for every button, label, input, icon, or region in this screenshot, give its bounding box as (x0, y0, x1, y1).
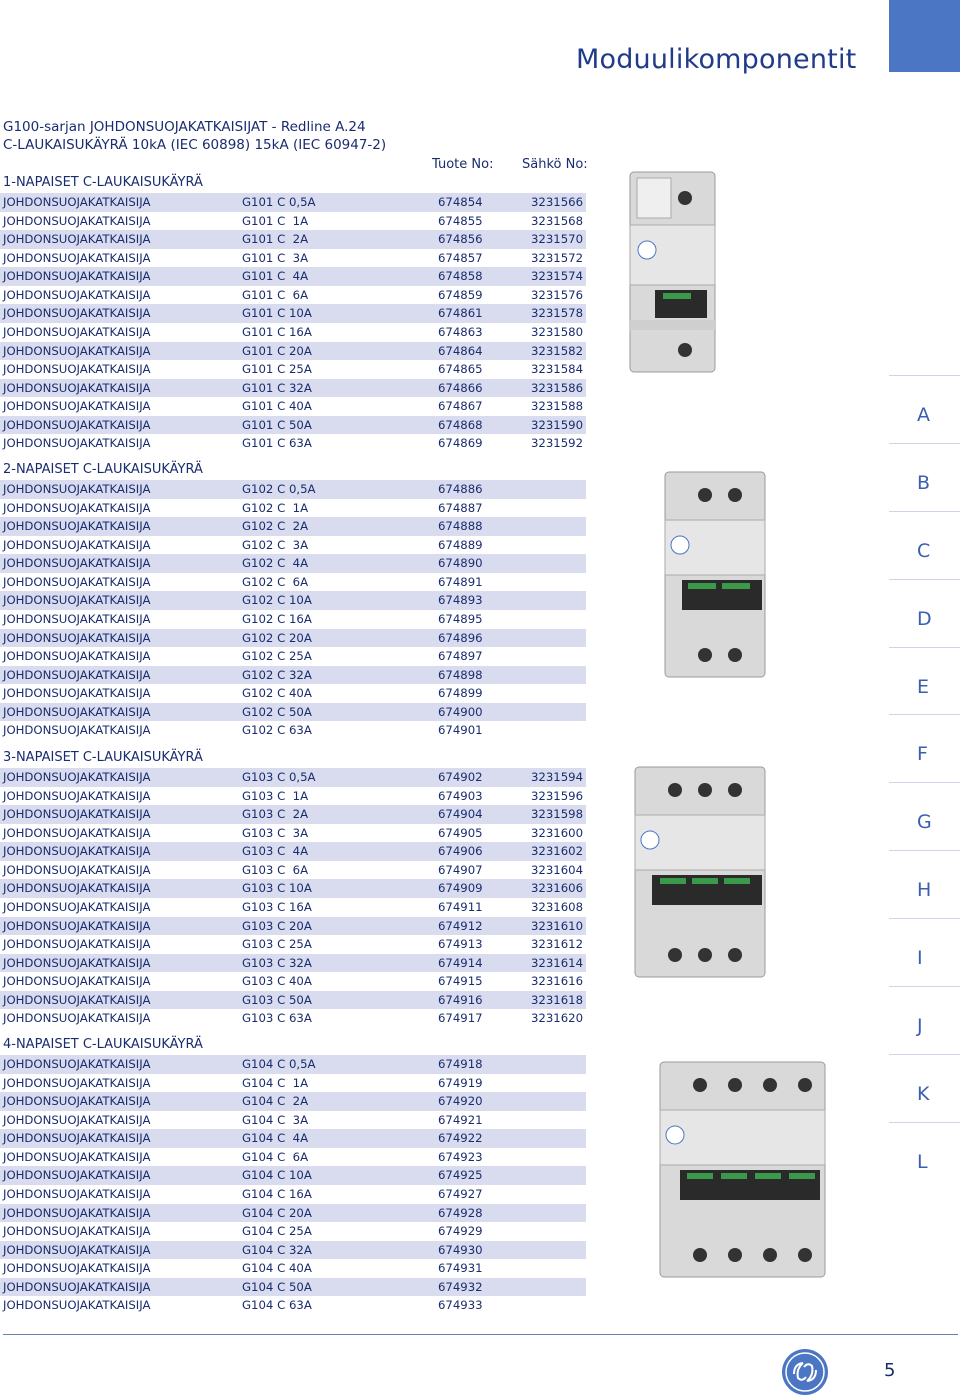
product-code: G101 C 20A (242, 343, 312, 358)
tuote-number: 674920 (438, 1094, 483, 1109)
product-code: G102 C 10A (242, 593, 312, 608)
table-row (0, 1009, 586, 1028)
product-code: G101 C 25A (242, 362, 312, 377)
tuote-number: 674909 (438, 881, 483, 896)
tuote-number: 674931 (438, 1261, 483, 1276)
alphabet-index (889, 375, 960, 1190)
index-tab[interactable] (889, 782, 960, 850)
product-description: JOHDONSUOJAKATKAISIJA (3, 537, 151, 552)
table-row (0, 554, 586, 573)
ge-logo-icon (780, 1347, 830, 1397)
product-description: JOHDONSUOJAKATKAISIJA (3, 807, 151, 822)
table-row (0, 917, 586, 936)
sahko-number: 3231612 (531, 937, 584, 952)
tuote-number: 674867 (438, 399, 483, 414)
table-row (0, 1092, 586, 1111)
sahko-number: 3231582 (531, 343, 584, 358)
table-row (0, 230, 586, 249)
tuote-number: 674913 (438, 937, 483, 952)
table-row (0, 249, 586, 268)
tuote-number: 674904 (438, 807, 483, 822)
table-row (0, 879, 586, 898)
tuote-number: 674895 (438, 611, 483, 626)
tuote-number: 674918 (438, 1057, 483, 1071)
product-description: JOHDONSUOJAKATKAISIJA (3, 1242, 151, 1257)
index-letter: J (917, 1015, 923, 1038)
tuote-number: 674896 (438, 630, 483, 645)
sahko-number: 3231586 (531, 380, 584, 395)
product-description: JOHDONSUOJAKATKAISIJA (3, 1261, 151, 1276)
tuote-number: 674907 (438, 862, 483, 877)
table-row (0, 629, 586, 648)
tuote-number: 674864 (438, 343, 483, 358)
sahko-number: 3231580 (531, 324, 584, 339)
sahko-number: 3231592 (531, 436, 584, 451)
product-description: JOHDONSUOJAKATKAISIJA (3, 974, 151, 989)
table-row (0, 610, 586, 629)
product-code: G101 C 32A (242, 380, 312, 395)
index-letter: K (917, 1082, 930, 1105)
product-code: G102 C 40A (242, 686, 312, 701)
header-accent-block (889, 0, 960, 72)
table-row (0, 721, 586, 740)
product-code: G101 C 2A (242, 232, 309, 247)
product-description: JOHDONSUOJAKATKAISIJA (3, 630, 151, 645)
product-code: G102 C 4A (242, 556, 309, 571)
tuote-number: 674919 (438, 1075, 483, 1090)
product-description: JOHDONSUOJAKATKAISIJA (3, 436, 151, 451)
table-row (0, 1278, 586, 1297)
table-row (0, 286, 586, 305)
table-row (0, 954, 586, 973)
sahko-number: 3231618 (531, 992, 584, 1007)
tuote-number: 674914 (438, 955, 483, 970)
index-letter: I (917, 947, 923, 970)
index-letter: H (917, 879, 932, 902)
table-row (0, 898, 586, 917)
sahko-number: 3231576 (531, 287, 584, 302)
product-code: G102 C 6A (242, 574, 309, 589)
product-code: G102 C 25A (242, 649, 312, 664)
table-row (0, 397, 586, 416)
tuote-number: 674868 (438, 417, 483, 432)
product-code: G101 C 3A (242, 250, 309, 265)
breaker-2-pole-image (660, 470, 770, 680)
sahko-number: 3231596 (531, 788, 584, 803)
tuote-number: 674911 (438, 899, 483, 914)
sahko-number: 3231620 (531, 1011, 584, 1026)
tuote-number: 674899 (438, 686, 483, 701)
sahko-number: 3231574 (531, 269, 584, 284)
table-row (0, 591, 586, 610)
product-description: JOHDONSUOJAKATKAISIJA (3, 324, 151, 339)
product-description: JOHDONSUOJAKATKAISIJA (3, 844, 151, 859)
table-row (0, 787, 586, 806)
breaker-1-pole-image (625, 170, 720, 375)
table-row (0, 666, 586, 685)
product-description: JOHDONSUOJAKATKAISIJA (3, 649, 151, 664)
product-description: JOHDONSUOJAKATKAISIJA (3, 611, 151, 626)
breaker-3-pole-image (630, 765, 770, 980)
product-code: G104 C 50A (242, 1279, 312, 1294)
product-code: G102 C 0,5A (242, 482, 316, 496)
product-description: JOHDONSUOJAKATKAISIJA (3, 918, 151, 933)
product-description: JOHDONSUOJAKATKAISIJA (3, 1186, 151, 1201)
product-description: JOHDONSUOJAKATKAISIJA (3, 1279, 151, 1294)
tuote-number: 674891 (438, 574, 483, 589)
section-title: 3-NAPAISET C-LAUKAISUKÄYRÄ (3, 750, 203, 765)
product-description: JOHDONSUOJAKATKAISIJA (3, 723, 151, 738)
table-row (0, 1296, 586, 1315)
tuote-number: 674858 (438, 269, 483, 284)
tuote-number: 674929 (438, 1224, 483, 1239)
document-title-line1: G100-sarjan JOHDONSUOJAKATKAISIJAT - Redline A.24 (3, 119, 366, 135)
tuote-number: 674856 (438, 232, 483, 247)
product-description: JOHDONSUOJAKATKAISIJA (3, 992, 151, 1007)
table-row (0, 842, 586, 861)
product-code: G104 C 16A (242, 1186, 312, 1201)
product-description: JOHDONSUOJAKATKAISIJA (3, 770, 151, 784)
product-code: G103 C 0,5A (242, 770, 316, 784)
product-description: JOHDONSUOJAKATKAISIJA (3, 380, 151, 395)
index-letter: G (917, 811, 932, 834)
product-code: G102 C 63A (242, 723, 312, 738)
sahko-number: 3231568 (531, 213, 584, 228)
product-code: G101 C 10A (242, 306, 312, 321)
tuote-number: 674854 (438, 195, 483, 209)
tuote-number: 674903 (438, 788, 483, 803)
product-code: G101 C 40A (242, 399, 312, 414)
tuote-number: 674917 (438, 1011, 483, 1026)
index-letter: B (917, 471, 931, 494)
product-code: G103 C 40A (242, 974, 312, 989)
product-code: G103 C 1A (242, 788, 309, 803)
product-description: JOHDONSUOJAKATKAISIJA (3, 955, 151, 970)
table-row (0, 861, 586, 880)
product-description: JOHDONSUOJAKATKAISIJA (3, 343, 151, 358)
product-description: JOHDONSUOJAKATKAISIJA (3, 825, 151, 840)
product-description: JOHDONSUOJAKATKAISIJA (3, 195, 151, 209)
document-title-line2: C-LAUKAISUKÄYRÄ 10kA (IEC 60898) 15kA (IEC 60947-2) (3, 137, 387, 153)
tuote-number: 674912 (438, 918, 483, 933)
product-description: JOHDONSUOJAKATKAISIJA (3, 1205, 151, 1220)
index-tab[interactable] (889, 443, 960, 511)
table-row (0, 323, 586, 342)
product-description: JOHDONSUOJAKATKAISIJA (3, 1149, 151, 1164)
table-row (0, 1055, 586, 1074)
section-title: 1-NAPAISET C-LAUKAISUKÄYRÄ (3, 175, 203, 190)
sahko-number: 3231600 (531, 825, 584, 840)
product-code: G102 C 16A (242, 611, 312, 626)
index-tab[interactable] (889, 511, 960, 579)
product-code: G101 C 6A (242, 287, 309, 302)
product-description: JOHDONSUOJAKATKAISIJA (3, 213, 151, 228)
product-code: G102 C 2A (242, 519, 309, 534)
table-row (0, 573, 586, 592)
index-tab[interactable] (889, 1122, 960, 1190)
breaker-4-pole-image (655, 1060, 830, 1280)
index-letter: E (917, 675, 930, 698)
table-row (0, 379, 586, 398)
sahko-number: 3231572 (531, 250, 584, 265)
product-description: JOHDONSUOJAKATKAISIJA (3, 306, 151, 321)
index-tab[interactable] (889, 647, 960, 715)
product-code: G103 C 4A (242, 844, 309, 859)
tuote-number: 674887 (438, 500, 483, 515)
sahko-number: 3231602 (531, 844, 584, 859)
table-row (0, 991, 586, 1010)
table-row (0, 1074, 586, 1093)
table-row (0, 703, 586, 722)
table-row (0, 972, 586, 991)
tuote-number: 674897 (438, 649, 483, 664)
product-code: G104 C 32A (242, 1242, 312, 1257)
sahko-number: 3231610 (531, 918, 584, 933)
product-description: JOHDONSUOJAKATKAISIJA (3, 519, 151, 534)
sahko-number: 3231604 (531, 862, 584, 877)
tuote-number: 674900 (438, 704, 483, 719)
product-description: JOHDONSUOJAKATKAISIJA (3, 1011, 151, 1026)
tuote-number: 674932 (438, 1279, 483, 1294)
tuote-number: 674902 (438, 770, 483, 784)
tuote-number: 674863 (438, 324, 483, 339)
product-code: G104 C 25A (242, 1224, 312, 1239)
sahko-number: 3231578 (531, 306, 584, 321)
product-code: G103 C 50A (242, 992, 312, 1007)
sahko-number: 3231598 (531, 807, 584, 822)
product-code: G104 C 3A (242, 1112, 309, 1127)
product-description: JOHDONSUOJAKATKAISIJA (3, 667, 151, 682)
tuote-number: 674893 (438, 593, 483, 608)
index-letter: L (917, 1150, 928, 1173)
product-description: JOHDONSUOJAKATKAISIJA (3, 287, 151, 302)
table-row (0, 1111, 586, 1130)
table-row (0, 416, 586, 435)
product-code: G103 C 10A (242, 881, 312, 896)
sahko-number: 3231616 (531, 974, 584, 989)
product-description: JOHDONSUOJAKATKAISIJA (3, 362, 151, 377)
sahko-number: 3231570 (531, 232, 584, 247)
tuote-number: 674859 (438, 287, 483, 302)
index-letter: A (917, 404, 930, 426)
product-code: G103 C 20A (242, 918, 312, 933)
tuote-number: 674923 (438, 1149, 483, 1164)
tuote-number: 674930 (438, 1242, 483, 1257)
sahko-number: 3231614 (531, 955, 584, 970)
index-letter: F (917, 743, 928, 766)
product-code: G104 C 2A (242, 1094, 309, 1109)
tuote-number: 674905 (438, 825, 483, 840)
sahko-number: 3231594 (531, 770, 584, 784)
tuote-number: 674898 (438, 667, 483, 682)
table-row (0, 1204, 586, 1223)
tuote-number: 674888 (438, 519, 483, 534)
product-code: G101 C 50A (242, 417, 312, 432)
tuote-number: 674921 (438, 1112, 483, 1127)
product-description: JOHDONSUOJAKATKAISIJA (3, 1112, 151, 1127)
product-code: G101 C 63A (242, 436, 312, 451)
product-description: JOHDONSUOJAKATKAISIJA (3, 574, 151, 589)
section-title: 2-NAPAISET C-LAUKAISUKÄYRÄ (3, 462, 203, 477)
product-description: JOHDONSUOJAKATKAISIJA (3, 704, 151, 719)
product-description: JOHDONSUOJAKATKAISIJA (3, 417, 151, 432)
table-row (0, 1259, 586, 1278)
table-row (0, 360, 586, 379)
product-code: G101 C 0,5A (242, 195, 316, 209)
product-description: JOHDONSUOJAKATKAISIJA (3, 1131, 151, 1146)
table-row (0, 193, 586, 212)
tuote-number: 674890 (438, 556, 483, 571)
bottom-divider (3, 1334, 958, 1335)
product-description: JOHDONSUOJAKATKAISIJA (3, 250, 151, 265)
table-row (0, 480, 586, 499)
tuote-number: 674857 (438, 250, 483, 265)
tuote-number: 674916 (438, 992, 483, 1007)
sahko-number: 3231590 (531, 417, 584, 432)
product-code: G104 C 1A (242, 1075, 309, 1090)
product-description: JOHDONSUOJAKATKAISIJA (3, 899, 151, 914)
product-code: G103 C 3A (242, 825, 309, 840)
table-row (0, 212, 586, 231)
product-description: JOHDONSUOJAKATKAISIJA (3, 399, 151, 414)
tuote-number: 674922 (438, 1131, 483, 1146)
product-description: JOHDONSUOJAKATKAISIJA (3, 1075, 151, 1090)
product-code: G103 C 6A (242, 862, 309, 877)
product-description: JOHDONSUOJAKATKAISIJA (3, 482, 151, 496)
product-code: G104 C 0,5A (242, 1057, 316, 1071)
tuote-number: 674927 (438, 1186, 483, 1201)
tuote-number: 674861 (438, 306, 483, 321)
table-row (0, 684, 586, 703)
index-tab[interactable] (889, 1054, 960, 1122)
product-description: JOHDONSUOJAKATKAISIJA (3, 686, 151, 701)
tuote-number: 674901 (438, 723, 483, 738)
product-description: JOHDONSUOJAKATKAISIJA (3, 1224, 151, 1239)
product-code: G104 C 63A (242, 1298, 312, 1313)
product-code: G104 C 40A (242, 1261, 312, 1276)
tuote-number: 674866 (438, 380, 483, 395)
index-tab[interactable] (889, 375, 960, 443)
tuote-number: 674889 (438, 537, 483, 552)
table-row (0, 267, 586, 286)
product-code: G102 C 20A (242, 630, 312, 645)
product-code: G103 C 25A (242, 937, 312, 952)
product-description: JOHDONSUOJAKATKAISIJA (3, 232, 151, 247)
index-tab[interactable] (889, 986, 960, 1054)
page-number: 5 (884, 1360, 896, 1381)
product-code: G101 C 16A (242, 324, 312, 339)
column-header-tuote: Tuote No: (432, 157, 494, 172)
product-description: JOHDONSUOJAKATKAISIJA (3, 788, 151, 803)
sahko-number: 3231588 (531, 399, 584, 414)
product-code: G104 C 4A (242, 1131, 309, 1146)
table-row (0, 434, 586, 453)
product-code: G102 C 50A (242, 704, 312, 719)
table-row (0, 342, 586, 361)
table-row (0, 805, 586, 824)
product-code: G104 C 6A (242, 1149, 309, 1164)
index-tab[interactable] (889, 850, 960, 918)
product-description: JOHDONSUOJAKATKAISIJA (3, 881, 151, 896)
table-row (0, 768, 586, 787)
index-letter: C (917, 539, 931, 562)
product-code: G101 C 4A (242, 269, 309, 284)
product-code: G102 C 3A (242, 537, 309, 552)
section-title: 4-NAPAISET C-LAUKAISUKÄYRÄ (3, 1037, 203, 1052)
table-row (0, 1148, 586, 1167)
tuote-number: 674869 (438, 436, 483, 451)
product-code: G101 C 1A (242, 213, 309, 228)
product-description: JOHDONSUOJAKATKAISIJA (3, 556, 151, 571)
product-code: G104 C 10A (242, 1168, 312, 1183)
tuote-number: 674906 (438, 844, 483, 859)
table-row (0, 517, 586, 536)
tuote-number: 674933 (438, 1298, 483, 1313)
sahko-number: 3231608 (531, 899, 584, 914)
product-description: JOHDONSUOJAKATKAISIJA (3, 500, 151, 515)
product-code: G103 C 16A (242, 899, 312, 914)
tuote-number: 674928 (438, 1205, 483, 1220)
product-description: JOHDONSUOJAKATKAISIJA (3, 269, 151, 284)
product-description: JOHDONSUOJAKATKAISIJA (3, 1057, 151, 1071)
table-row (0, 1222, 586, 1241)
tuote-number: 674925 (438, 1168, 483, 1183)
index-tab[interactable] (889, 918, 960, 986)
product-code: G102 C 1A (242, 500, 309, 515)
product-code: G103 C 2A (242, 807, 309, 822)
product-code: G103 C 32A (242, 955, 312, 970)
product-description: JOHDONSUOJAKATKAISIJA (3, 1298, 151, 1313)
product-description: JOHDONSUOJAKATKAISIJA (3, 1094, 151, 1109)
tuote-number: 674915 (438, 974, 483, 989)
table-row (0, 1166, 586, 1185)
product-description: JOHDONSUOJAKATKAISIJA (3, 593, 151, 608)
sahko-number: 3231584 (531, 362, 584, 377)
product-description: JOHDONSUOJAKATKAISIJA (3, 862, 151, 877)
sahko-number: 3231606 (531, 881, 584, 896)
tuote-number: 674886 (438, 482, 483, 496)
sahko-number: 3231566 (531, 195, 584, 209)
product-code: G102 C 32A (242, 667, 312, 682)
table-row (0, 1241, 586, 1260)
table-row (0, 824, 586, 843)
product-description: JOHDONSUOJAKATKAISIJA (3, 937, 151, 952)
index-tab[interactable] (889, 579, 960, 647)
product-description: JOHDONSUOJAKATKAISIJA (3, 1168, 151, 1183)
product-code: G103 C 63A (242, 1011, 312, 1026)
table-row (0, 1185, 586, 1204)
table-row (0, 536, 586, 555)
table-row (0, 1129, 586, 1148)
table-row (0, 304, 586, 323)
table-row (0, 935, 586, 954)
index-tab[interactable] (889, 714, 960, 782)
product-code: G104 C 20A (242, 1205, 312, 1220)
column-header-sahko: Sähkö No: (522, 157, 588, 172)
table-row (0, 499, 586, 518)
tuote-number: 674865 (438, 362, 483, 377)
tuote-number: 674855 (438, 213, 483, 228)
document-title (3, 118, 386, 154)
index-letter: D (917, 607, 932, 630)
page-header-title: Moduulikomponentit (576, 44, 857, 75)
table-row (0, 647, 586, 666)
